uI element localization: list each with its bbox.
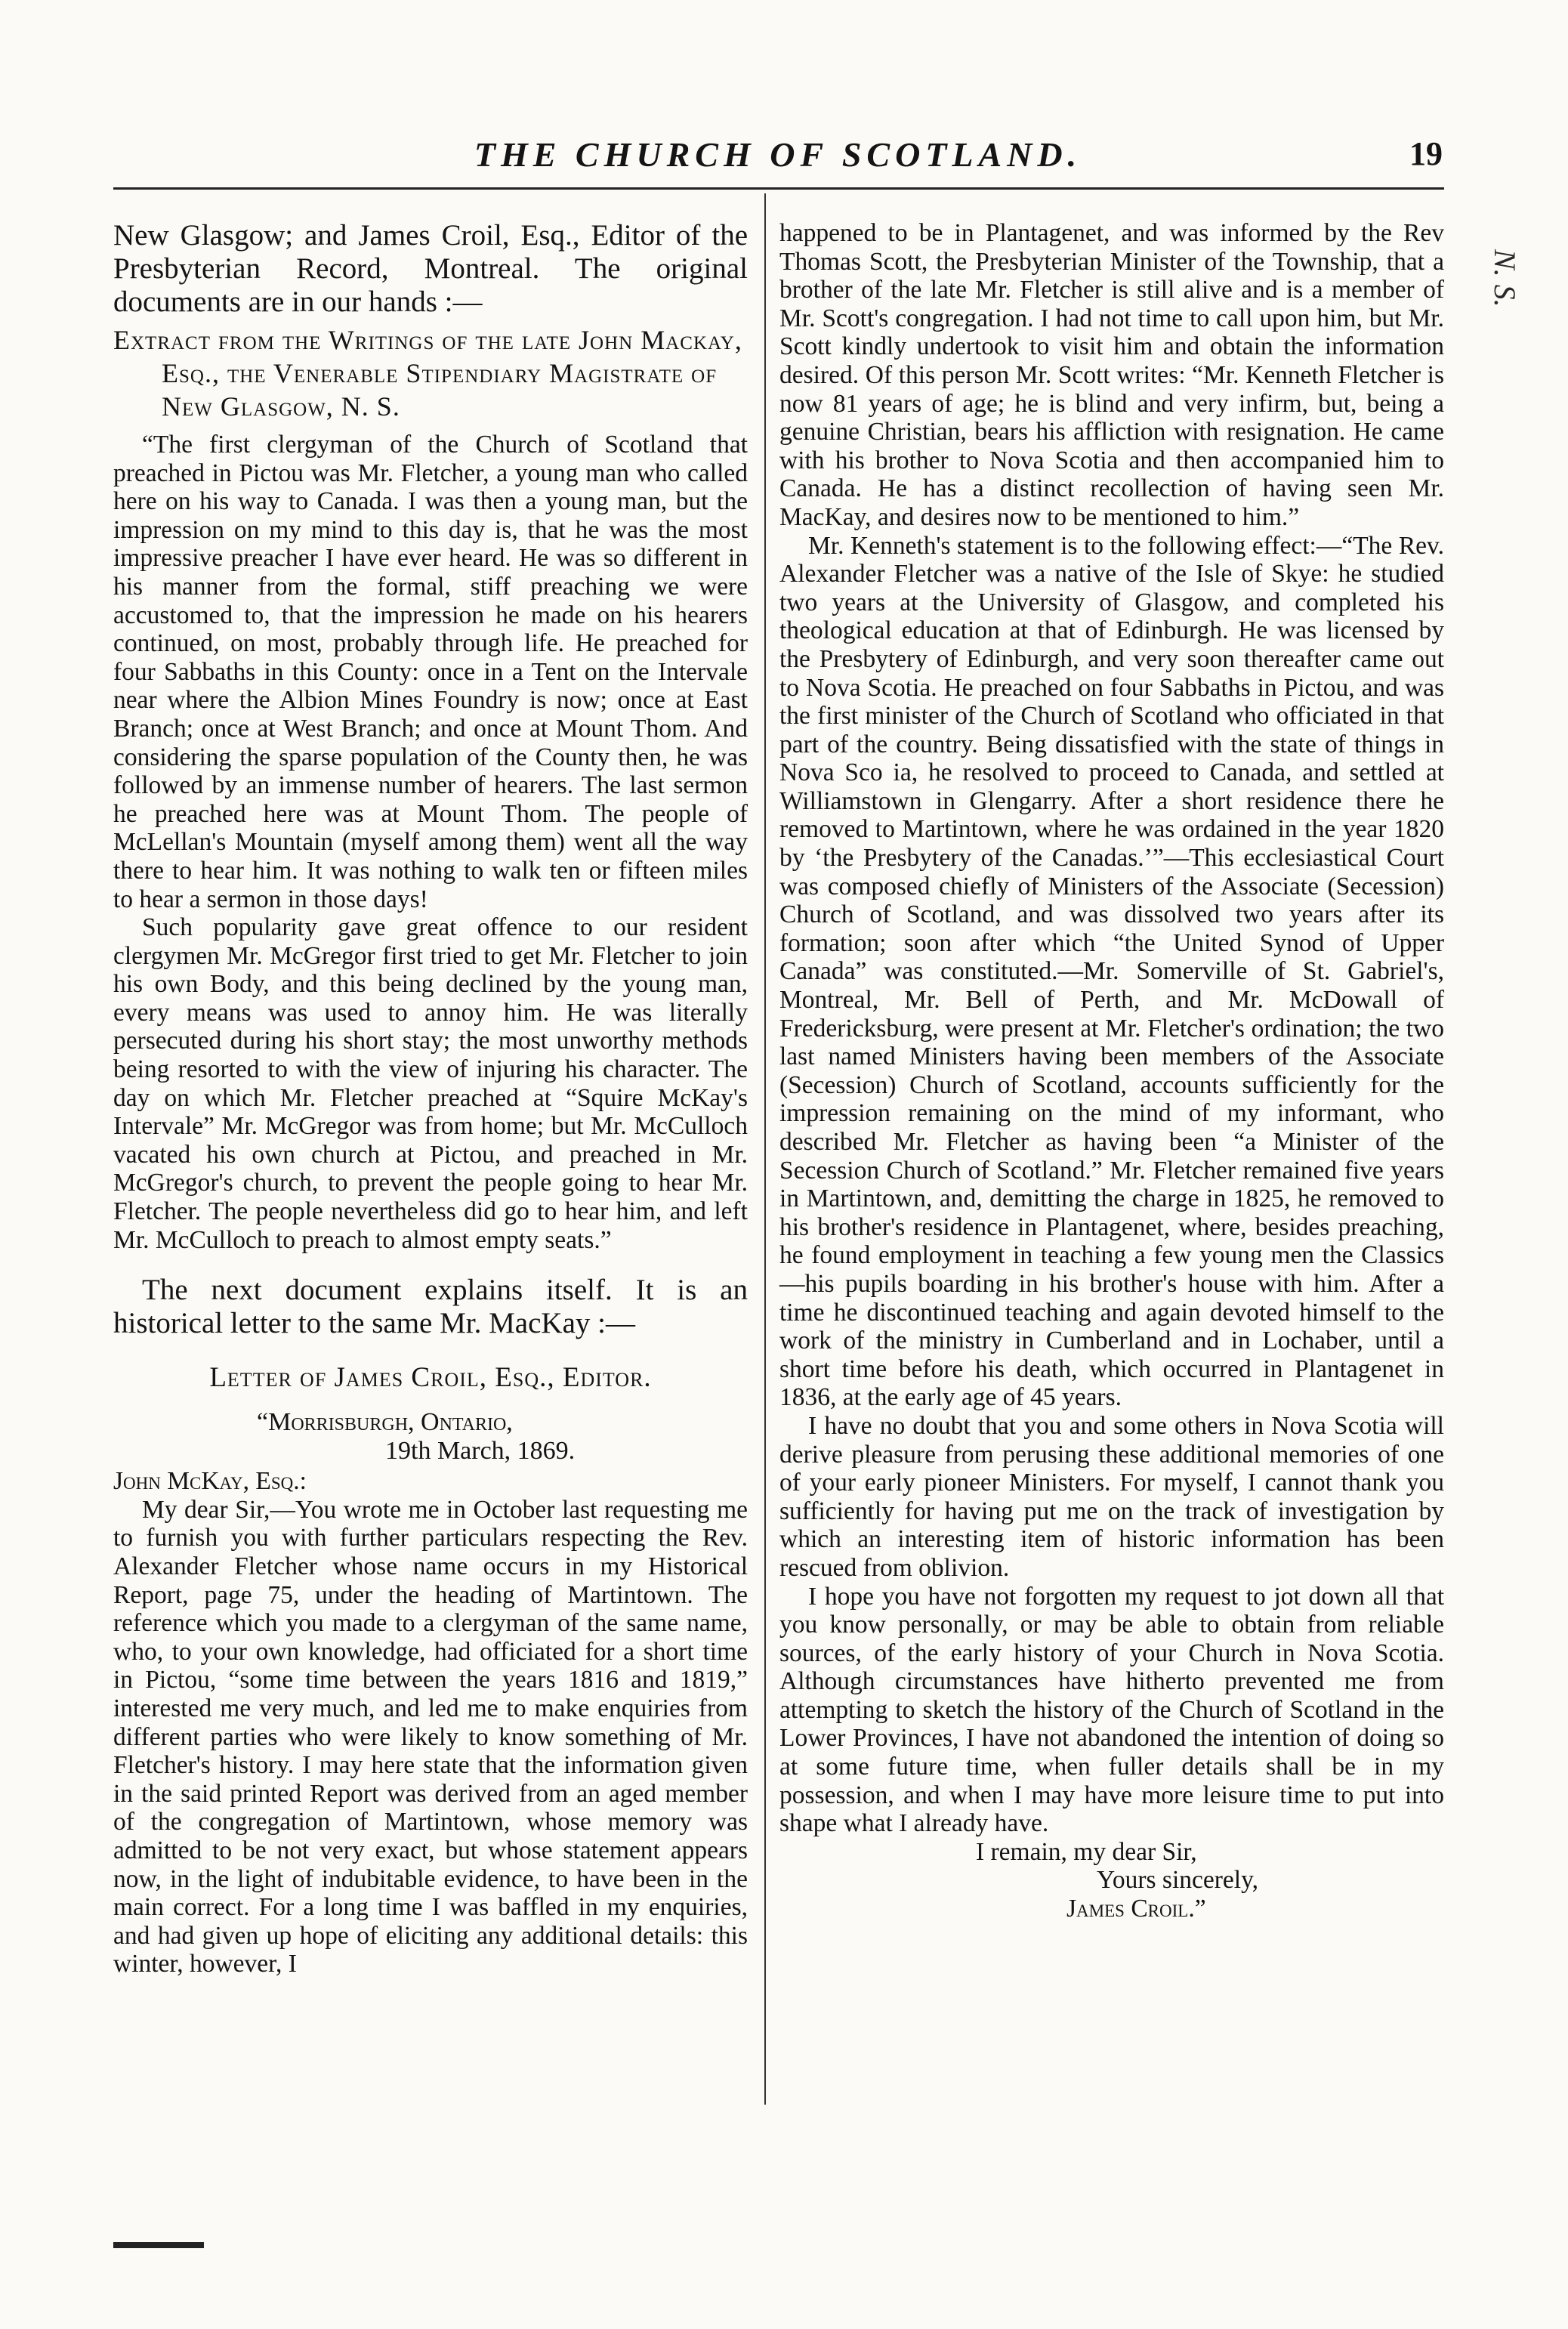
running-head — [113, 134, 1443, 180]
dateline — [113, 1408, 748, 1466]
right-paragraph-2: Mr. Kenneth's statement is to the following effect:—“The Rev. Alexander Fletcher was a native of the Isle of Skye: he studied two years at the University of Glasgow, and completed his theological education at that of Edinburgh. He was licensed by the Presbytery of Edinburgh, and very soon thereafter came out to Nova Scotia. He preached on four Sabbaths in Pictou, and was the first minister of the Church of Scotland who officiated in that part of the country. Being dissatisfied with the state of things in Nova Sco ia, he resolved to proceed to Canada, and settled at Williamstown in Glengarry. After a short residence there he removed to Martintown, where he was ordained in the year 1820 by ‘the Presbytery of the Canadas.’”—This ecclesiastical Court was composed chiefly of Ministers of the Associate (Secession) Church of Scotland, and was dissolved two years after its formation; soon after which “the United Synod of Upper Canada” was constituted.—Mr. Somerville of St. Gabriel's, Montreal, Mr. Bell of Perth, and Mr. McDowall of Fredericksburg, were present at Mr. Fletcher's ordination; the two last named Ministers having been members of the Associate (Secession) Church of Scotland, accounts sufficiently for the impression remaining on the mind of my informant, who described Mr. Fletcher as having been “a Minister of the Secession Church of Scotland.” Mr. Fletcher remained five years in Martintown, and, demitting the charge in 1825, he removed to his brother's residence in Plantagenet, where, besides preaching, he found employment in teaching a few young men the Classics—his pupils boarding in his brother's house with him. After a time he discontinued teaching and again devoted himself to the work of the ministry in Cumberland and in Lochaber, until a short time before his death, which occurred in Plantagenet in 1836, at the early age of 45 years. — [779, 531, 1444, 1412]
extract-heading: Extract from the Writings of the late John Mackay, Esq., the Venerable Stipendiary Magistrate of New Glasgow, N. S. — [113, 325, 742, 422]
column-rule — [764, 193, 766, 2105]
page-number: 19 — [1409, 135, 1443, 172]
header-rule — [113, 187, 1444, 190]
left-paragraph-4: The next document explains itself. It is an historical letter to the same Mr. MacKay :— — [113, 1274, 748, 1340]
letter-closing — [779, 1838, 1444, 1923]
margin-annotation: N. S. — [1488, 249, 1522, 307]
right-column — [779, 219, 1444, 1923]
left-paragraph-1: New Glasgow; and James Croil, Esq., Editor of the Presbyterian Record, Montreal. The original documents are in our hands :— — [113, 219, 748, 318]
letter-heading: Letter of James Croil, Esq., Editor. — [209, 1362, 652, 1394]
running-title: THE CHURCH OF SCOTLAND. — [474, 135, 1082, 174]
closing-yours: Yours sincerely, — [1097, 1866, 1259, 1895]
left-paragraph-5: My dear Sir,—You wrote me in October last requesting me to furnish you with further particulars respecting the Rev. Alexander Fletcher whose name occurs in my Historical Report, page 75, under the heading of Martintown. The reference which you made to a clergyman of the same name, who, to your own knowledge, had officiated for a short time in Pictou, “some time between the years 1816 and 1819,” interested me very much, and led me to make enquiries from different parties who were likely to know something of Mr. Fletcher's history. I may here state that the information given in the said printed Report was derived from an aged member of the congregation of Martintown, whose memory was admitted to be not very exact, but whose statement appears now, in the light of indubitable evidence, to have been in the main correct. For a long time I was baffled in my enquiries, and had given up hope of eliciting any additional details: this winter, however, I — [113, 1495, 748, 1978]
right-paragraph-3: I have no doubt that you and some others in Nova Scotia will derive pleasure from perusing these additional memories of one of your early pioneer Ministers. For myself, I cannot thank you sufficiently for having put me on the track of investigation by which an interesting item of historic information has been rescued from oblivion. — [779, 1411, 1444, 1582]
closing-remain: I remain, my dear Sir, — [976, 1837, 1197, 1866]
closing-signature: James Croil.” — [1066, 1895, 1206, 1923]
bottom-rule — [113, 2242, 204, 2248]
dateline-place: “Morrisburgh, Ontario, — [257, 1408, 513, 1437]
salutation: John McKay, Esq.: — [113, 1467, 307, 1496]
right-paragraph-4: I hope you have not forgotten my request to jot down all that you know personally, or may be able to obtain from reliable sources, of the early history of your Church in Nova Scotia. Although circumstances have hitherto prevented me from attempting to sketch the history of the Church of Scotland in the Lower Provinces, I have not abandoned the intention of doing so at some future time, when fuller details shall be in my possession, and when I may have more leisure time to put into shape what I already have. — [779, 1582, 1444, 1838]
left-paragraph-3: Such popularity gave great offence to our resident clergymen Mr. McGregor first tried to get Mr. Fletcher to join his own Body, and this being declined by the young man, every means was used to annoy him. He was literally persecuted during his short stay; the most unworthy methods being resorted to with the view of injuring his character. The day on which Mr. Fletcher preached at “Squire McKay's Intervale” Mr. McGregor was from home; but Mr. McCulloch vacated his own church at Pictou, and preached in Mr. McGregor's church, to prevent the people going to hear Mr. Fletcher. The people nevertheless did go to hear him, and left Mr. McCulloch to preach to almost empty seats.” — [113, 913, 748, 1254]
left-column — [113, 219, 748, 1978]
left-paragraph-2: “The first clergyman of the Church of Scotland that preached in Pictou was Mr. Fletcher, a young man who called here on his way to Canada. I was then a young man, but the impression on my mind to this day is, that he was the most impressive preacher I have ever heard. He was so different in his manner from the formal, stiff preaching we were accustomed to, that the impression he made on his hearers continued, on most, probably through life. He preached for four Sabbaths in this County: once in a Tent on the Intervale near where the Albion Mines Foundry is now; once at East Branch; once at West Branch; and once at Mount Thom. And considering the sparse population of the County then, he was followed by an immense number of hearers. The last sermon he preached here was at Mount Thom. The people of McLellan's Mountain (myself among them) went all the way there to hear him. It was nothing to walk ten or fifteen miles to hear a sermon in those days! — [113, 431, 748, 913]
dateline-date: 19th March, 1869. — [385, 1437, 576, 1466]
right-paragraph-1: happened to be in Plantagenet, and was informed by the Rev Thomas Scott, the Presbyterian Minister of the Township, that a brother of the late Mr. Fletcher is still alive and is a member of Mr. Scott's congregation. I had not time to call upon him, but Mr. Scott kindly undertook to visit him and obtain the information desired. Of this person Mr. Scott writes: “Mr. Kenneth Fletcher is now 81 years of age; he is blind and very infirm, but, being a genuine Christian, bears his affliction with resignation. He came with his brother to Nova Scotia and then accompanied him to Canada. He has a distinct recollection of having seen Mr. MacKay, and desires now to be mentioned to him.” — [779, 219, 1444, 531]
